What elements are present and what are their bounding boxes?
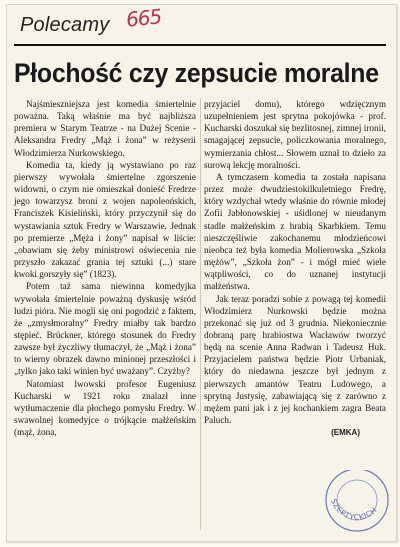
svg-text:SZEPTYCKICH [329, 497, 379, 521]
article-column-left [14, 98, 196, 438]
rubric-label: Polecamy [20, 14, 110, 36]
paragraph: przyjaciel domu), którego wdzięcznym uzupełnieniem jest sprytna pokojówka - prof. Kucharski doszukał się bezlitosnej, zimnej ironii, smagającej zepsucie, policzkowania moralnego, wymierzania chłost... Słowem uznał to dzieło za surową lekcję moralności. [204, 99, 386, 170]
header-rule [14, 44, 386, 46]
library-stamp-icon [322, 470, 392, 540]
paragraph: Natomiast lwowski profesor Eugeniusz Kucharski w 1921 roku znalazł inne wytłumaczenie dla płochego pomysłu Fredry. W swawolnej komedyjce o trójkącie małżeńskim (mąż, żona, [14, 378, 196, 438]
author-line [204, 426, 360, 439]
paragraph: Komedia ta, kiedy ją wystawiano po raz pierwszy wywołała śmiertelne zgorszenie widowni, o czym nie omieszkał donieść Fredrze jego towarzysz broni z wojen napoleońskich, Franciszek Kisieliński, który przyczynił się do wystawiania sztuk Fredry w Warszawie. Jednak po premierze „Męża i żony” napisał w liście: „obawiam się żeby ministrowi oświecenia nie przyszło zakazać grania tej sztuki (...) stare kwoki gorszyły się” (1823). [14, 159, 196, 280]
paragraph: Najśmieszniejsza jest komedia śmiertelnie poważna. Taką właśnie ma być najbliższa premiera w Starym Teatrze - na Dużej Scenie - Aleksandra Fredry „Mąż i żona” w reżyserii Włodzimierza Nurkowskiego. [14, 99, 196, 158]
article-column-right [204, 98, 386, 439]
handwritten-number: 665 [124, 4, 163, 32]
author-signature: (EMKA) [331, 428, 360, 438]
section-header [14, 6, 386, 46]
column-divider [200, 98, 201, 530]
article-title: Płochość czy zepsucie moralne [14, 58, 379, 88]
paragraph: Jak teraz poradzi sobie z powagą tej komedii Włodzimierz Nurkowski będzie można przekonać się już od 3 grudnia. Niekoniecznie dobraną parę hrabiostwa Wacławów tworzyć będą na scenie Anna Radwan i Tadeusz Huk. Przyjacielem państwa będzie Piotr Urbaniak, który do niedawna jeszcze był jednym z pierwszych amantów Teatru Ludowego, a sprytną Justysię, zabawiającą się z zarówno z mężem pani jak i z jej kochankiem zagra Beata Paluch. [204, 293, 386, 426]
paragraph: Potem taż sama niewinna komedyjka wywołała śmiertelnie poważną dyskusję wśród ludzi pióra. Nie mogli się oni pogodzić z faktem, że „zmysłmoralny” Fredry miałby tak bardzo stępieć. Brückner, którego stosunek do Fredry zawsze był życzliwy tłumaczył, że „Mąż i żona” to wierny obrazek dawno minionej przeszłości i „tylko jako taki winien być uważany”. Czyżby? [14, 281, 196, 377]
stamp-text: SZEPTYCKICH [328, 497, 379, 522]
paragraph: A tymczasem komedia ta została napisana przez może dwudziestokilkuletniego Fredrę, który wzdychał wtedy właśnie do równie młodej Zofii Jabłonowskiej - uśidlonej w nieudanym stadle małżeńskim z hrabią Skarbkiem. Temu nieszczęśliwie zakochanemu młodzieńcowi nieobca też była komedia Molierowska „Szkoła mężów”, „Szkoła żon” - i mógł mieć wiele wątpliwości, co do uznanej instytucji małżeństwa. [204, 171, 386, 292]
